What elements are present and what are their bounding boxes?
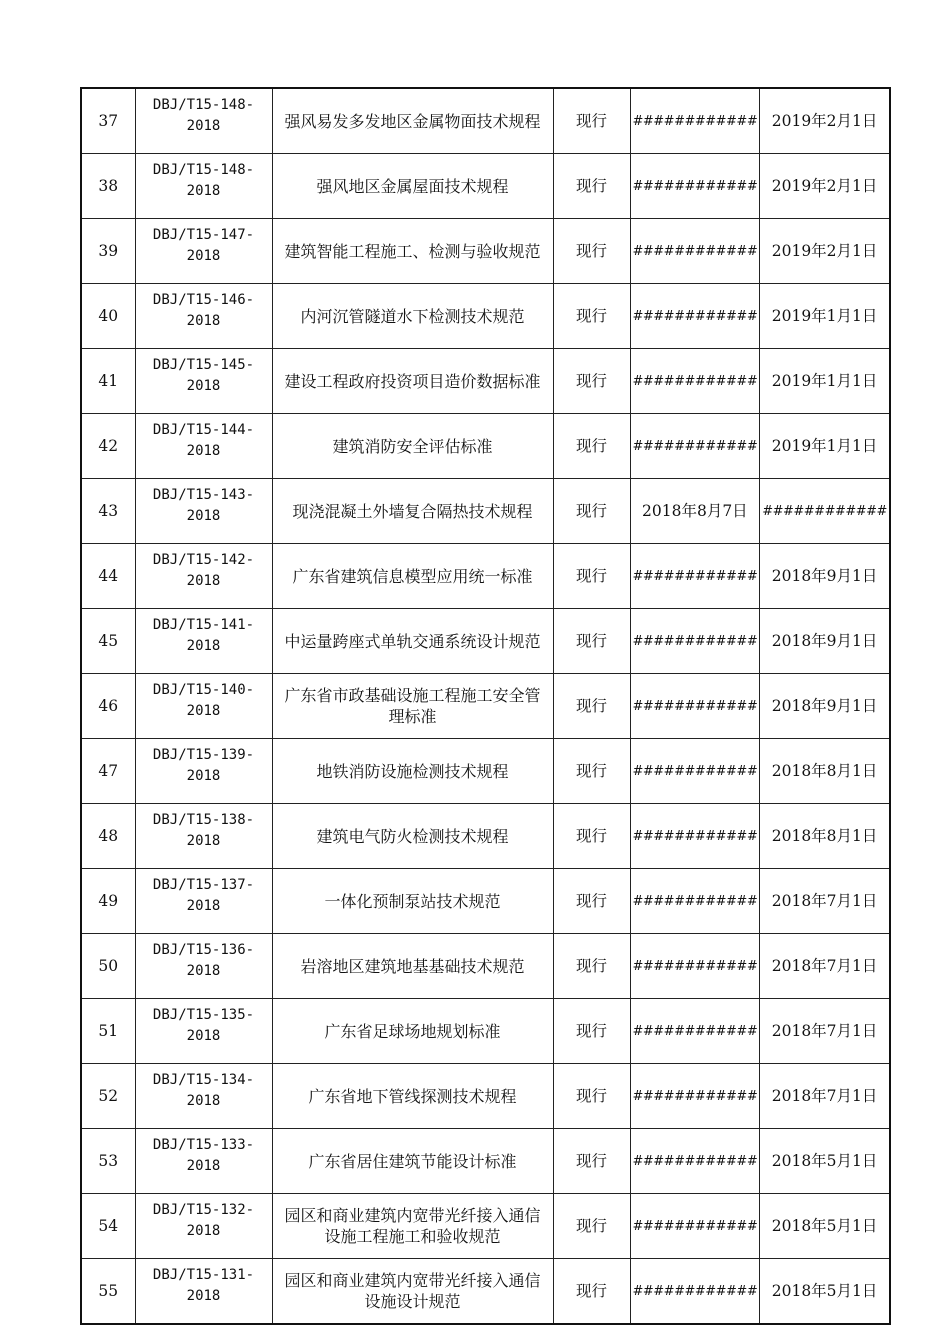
implement-date: 2019年1月1日 [760, 349, 890, 414]
status-cell: 现行 [553, 999, 630, 1064]
standard-code-line1: DBJ/T15-140- [152, 682, 255, 698]
standard-code [135, 88, 272, 154]
standard-code-line1: DBJ/T15-138- [152, 812, 255, 828]
table-row [81, 1259, 890, 1325]
standard-name: 园区和商业建筑内宽带光纤接入通信设施工程施工和验收规范 [272, 1194, 553, 1259]
standard-code-line1: DBJ/T15-147- [152, 227, 255, 243]
table-row [81, 869, 890, 934]
standard-name: 广东省市政基础设施工程施工安全管理标准 [272, 674, 553, 739]
status-cell: 现行 [553, 934, 630, 999]
standard-name: 园区和商业建筑内宽带光纤接入通信设施设计规范 [272, 1259, 553, 1325]
implement-date: 2018年9月1日 [760, 609, 890, 674]
standard-code-line1: DBJ/T15-135- [152, 1007, 255, 1023]
standard-code-line1: DBJ/T15-142- [152, 552, 255, 568]
standard-code-line1: DBJ/T15-148- [152, 97, 255, 113]
status-cell: 现行 [553, 219, 630, 284]
standard-code [135, 739, 272, 804]
publish-date: ############ [630, 544, 760, 609]
standard-code-line2: 2018 [186, 898, 221, 914]
status-cell: 现行 [553, 804, 630, 869]
publish-date: ############ [630, 219, 760, 284]
standard-code-line1: DBJ/T15-131- [152, 1267, 255, 1283]
standard-code-line2: 2018 [186, 443, 221, 459]
standard-name: 强风易发多发地区金属物面技术规程 [272, 88, 553, 154]
row-number: 39 [81, 219, 135, 284]
standard-name: 建筑智能工程施工、检测与验收规范 [272, 219, 553, 284]
publish-date: 2018年8月7日 [630, 479, 760, 544]
standard-code-line2: 2018 [186, 1028, 221, 1044]
row-number: 50 [81, 934, 135, 999]
implement-date: ############ [760, 479, 890, 544]
standard-code [135, 349, 272, 414]
standard-code [135, 869, 272, 934]
implement-date: 2019年2月1日 [760, 88, 890, 154]
standard-code-line2: 2018 [186, 1288, 221, 1304]
publish-date: ############ [630, 609, 760, 674]
publish-date: ############ [630, 154, 760, 219]
standard-code-line2: 2018 [186, 508, 221, 524]
publish-date: ############ [630, 1064, 760, 1129]
status-cell: 现行 [553, 1259, 630, 1325]
standard-code-line1: DBJ/T15-146- [152, 292, 255, 308]
status-cell: 现行 [553, 869, 630, 934]
table-row [81, 414, 890, 479]
standard-code [135, 934, 272, 999]
standard-name: 一体化预制泵站技术规范 [272, 869, 553, 934]
table-row [81, 349, 890, 414]
standard-code-line2: 2018 [186, 248, 221, 264]
standard-code-line1: DBJ/T15-137- [152, 877, 255, 893]
standard-name: 强风地区金属屋面技术规程 [272, 154, 553, 219]
standard-code [135, 804, 272, 869]
publish-date: ############ [630, 869, 760, 934]
standard-code-line2: 2018 [186, 313, 221, 329]
status-cell: 现行 [553, 1194, 630, 1259]
standard-code-line1: DBJ/T15-148- [152, 162, 255, 178]
standard-name: 内河沉管隧道水下检测技术规范 [272, 284, 553, 349]
row-number: 42 [81, 414, 135, 479]
publish-date: ############ [630, 88, 760, 154]
publish-date: ############ [630, 284, 760, 349]
row-number: 38 [81, 154, 135, 219]
table-row [81, 934, 890, 999]
status-cell: 现行 [553, 544, 630, 609]
standard-code [135, 674, 272, 739]
implement-date: 2018年9月1日 [760, 674, 890, 739]
status-cell: 现行 [553, 284, 630, 349]
standard-code [135, 219, 272, 284]
standard-code [135, 479, 272, 544]
status-cell: 现行 [553, 479, 630, 544]
standard-code [135, 1194, 272, 1259]
table-row [81, 1194, 890, 1259]
implement-date: 2018年7月1日 [760, 869, 890, 934]
row-number: 45 [81, 609, 135, 674]
standard-code-line1: DBJ/T15-141- [152, 617, 255, 633]
standard-name: 岩溶地区建筑地基基础技术规范 [272, 934, 553, 999]
row-number: 41 [81, 349, 135, 414]
standard-code [135, 1259, 272, 1325]
standard-code-line2: 2018 [186, 1223, 221, 1239]
publish-date: ############ [630, 414, 760, 479]
table-row [81, 999, 890, 1064]
status-cell: 现行 [553, 609, 630, 674]
standard-code-line2: 2018 [186, 183, 221, 199]
table-row [81, 1064, 890, 1129]
standard-code [135, 1129, 272, 1194]
implement-date: 2019年1月1日 [760, 414, 890, 479]
publish-date: ############ [630, 349, 760, 414]
implement-date: 2018年5月1日 [760, 1129, 890, 1194]
implement-date: 2019年1月1日 [760, 284, 890, 349]
table-row [81, 88, 890, 154]
row-number: 51 [81, 999, 135, 1064]
table-row [81, 544, 890, 609]
status-cell: 现行 [553, 349, 630, 414]
standard-name: 广东省居住建筑节能设计标准 [272, 1129, 553, 1194]
status-cell: 现行 [553, 674, 630, 739]
publish-date: ############ [630, 674, 760, 739]
table-row [81, 804, 890, 869]
standard-name: 地铁消防设施检测技术规程 [272, 739, 553, 804]
standard-code [135, 1064, 272, 1129]
implement-date: 2018年7月1日 [760, 1064, 890, 1129]
status-cell: 现行 [553, 414, 630, 479]
row-number: 55 [81, 1259, 135, 1325]
implement-date: 2018年7月1日 [760, 934, 890, 999]
status-cell: 现行 [553, 154, 630, 219]
publish-date: ############ [630, 934, 760, 999]
status-cell: 现行 [553, 1064, 630, 1129]
standard-code-line1: DBJ/T15-133- [152, 1137, 255, 1153]
table-row [81, 609, 890, 674]
implement-date: 2018年8月1日 [760, 739, 890, 804]
status-cell: 现行 [553, 739, 630, 804]
row-number: 44 [81, 544, 135, 609]
standard-name: 建设工程政府投资项目造价数据标准 [272, 349, 553, 414]
standard-code-line1: DBJ/T15-139- [152, 747, 255, 763]
standard-code-line1: DBJ/T15-136- [152, 942, 255, 958]
implement-date: 2018年8月1日 [760, 804, 890, 869]
table-body [81, 88, 890, 1324]
table-row [81, 1129, 890, 1194]
standard-name: 现浇混凝土外墙复合隔热技术规程 [272, 479, 553, 544]
row-number: 49 [81, 869, 135, 934]
implement-date: 2018年5月1日 [760, 1259, 890, 1325]
standard-name: 广东省足球场地规划标准 [272, 999, 553, 1064]
row-number: 43 [81, 479, 135, 544]
standard-code-line1: DBJ/T15-132- [152, 1202, 255, 1218]
row-number: 53 [81, 1129, 135, 1194]
publish-date: ############ [630, 999, 760, 1064]
publish-date: ############ [630, 739, 760, 804]
standard-code-line2: 2018 [186, 768, 221, 784]
table-row [81, 154, 890, 219]
standards-table [80, 87, 891, 1325]
standard-name: 广东省建筑信息模型应用统一标准 [272, 544, 553, 609]
implement-date: 2018年7月1日 [760, 999, 890, 1064]
standard-code [135, 609, 272, 674]
publish-date: ############ [630, 804, 760, 869]
standard-code-line2: 2018 [186, 833, 221, 849]
standard-code [135, 154, 272, 219]
table-row [81, 739, 890, 804]
table-row [81, 284, 890, 349]
row-number: 40 [81, 284, 135, 349]
implement-date: 2019年2月1日 [760, 154, 890, 219]
implement-date: 2018年9月1日 [760, 544, 890, 609]
standard-code [135, 284, 272, 349]
standard-code-line2: 2018 [186, 118, 221, 134]
standard-code-line1: DBJ/T15-144- [152, 422, 255, 438]
publish-date: ############ [630, 1259, 760, 1325]
table-row [81, 479, 890, 544]
row-number: 48 [81, 804, 135, 869]
standard-name: 建筑电气防火检测技术规程 [272, 804, 553, 869]
standard-code-line2: 2018 [186, 703, 221, 719]
publish-date: ############ [630, 1194, 760, 1259]
standard-code-line1: DBJ/T15-134- [152, 1072, 255, 1088]
standard-code [135, 999, 272, 1064]
row-number: 47 [81, 739, 135, 804]
row-number: 52 [81, 1064, 135, 1129]
standard-code-line1: DBJ/T15-145- [152, 357, 255, 373]
implement-date: 2019年2月1日 [760, 219, 890, 284]
standard-name: 中运量跨座式单轨交通系统设计规范 [272, 609, 553, 674]
standard-code-line2: 2018 [186, 1158, 221, 1174]
standard-code-line1: DBJ/T15-143- [152, 487, 255, 503]
standard-code [135, 544, 272, 609]
standard-code-line2: 2018 [186, 1093, 221, 1109]
implement-date: 2018年5月1日 [760, 1194, 890, 1259]
publish-date: ############ [630, 1129, 760, 1194]
status-cell: 现行 [553, 88, 630, 154]
standard-code-line2: 2018 [186, 378, 221, 394]
standard-code-line2: 2018 [186, 638, 221, 654]
standard-code-line2: 2018 [186, 963, 221, 979]
status-cell: 现行 [553, 1129, 630, 1194]
standard-name: 广东省地下管线探测技术规程 [272, 1064, 553, 1129]
table-row [81, 674, 890, 739]
standard-name: 建筑消防安全评估标准 [272, 414, 553, 479]
standard-code-line2: 2018 [186, 573, 221, 589]
standard-code [135, 414, 272, 479]
row-number: 37 [81, 88, 135, 154]
row-number: 54 [81, 1194, 135, 1259]
row-number: 46 [81, 674, 135, 739]
table-row [81, 219, 890, 284]
